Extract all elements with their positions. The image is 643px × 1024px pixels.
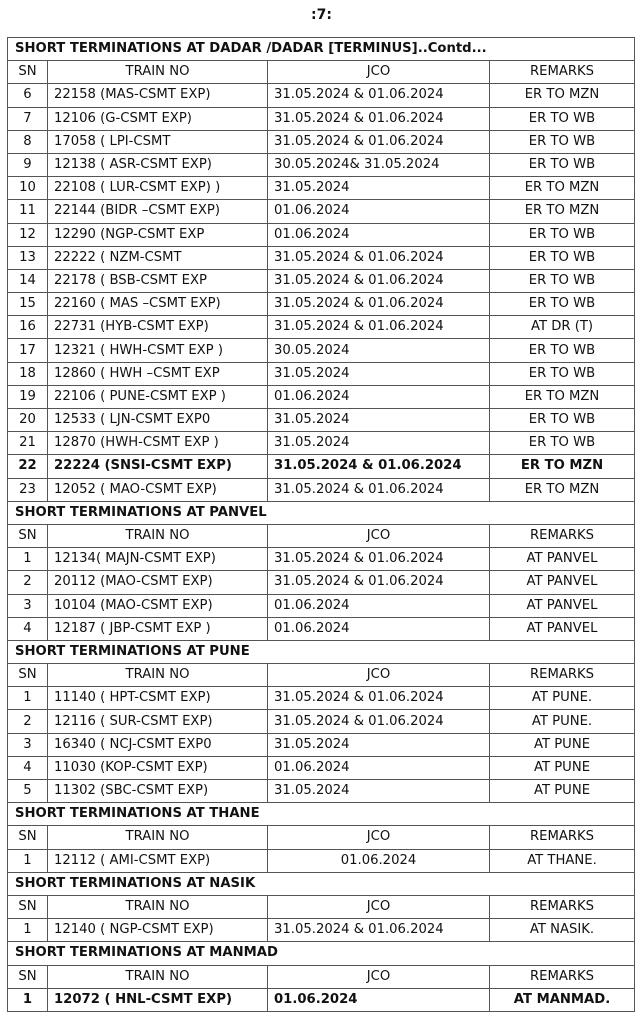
table-row xyxy=(8,316,635,339)
jco-cell: 31.05.2024 & 01.06.2024 xyxy=(268,919,490,942)
header-train-no: TRAIN NO xyxy=(48,664,268,687)
jco-cell: 31.05.2024 & 01.06.2024 xyxy=(268,107,490,130)
remarks-cell: AT PANVEL xyxy=(490,571,635,594)
header-jco: JCO xyxy=(268,965,490,988)
train-no-cell: 20112 (MAO-CSMT EXP) xyxy=(48,571,268,594)
section-title: SHORT TERMINATIONS AT PUNE xyxy=(8,640,635,663)
train-no-cell: 12052 ( MAO-CSMT EXP) xyxy=(48,478,268,501)
section-title-row xyxy=(8,942,635,965)
section-title-row xyxy=(8,501,635,524)
table-row xyxy=(8,153,635,176)
sn-cell: 7 xyxy=(8,107,48,130)
table-row xyxy=(8,687,635,710)
train-no-cell: 12138 ( ASR-CSMT EXP) xyxy=(48,153,268,176)
section-title-row xyxy=(8,38,635,61)
header-jco: JCO xyxy=(268,664,490,687)
table-row xyxy=(8,919,635,942)
table-row xyxy=(8,710,635,733)
column-header-row xyxy=(8,664,635,687)
remarks-cell: ER TO WB xyxy=(490,223,635,246)
table-row xyxy=(8,594,635,617)
train-no-cell: 22731 (HYB-CSMT EXP) xyxy=(48,316,268,339)
sn-cell: 4 xyxy=(8,617,48,640)
sn-cell: 5 xyxy=(8,780,48,803)
jco-cell: 31.05.2024 & 01.06.2024 xyxy=(268,478,490,501)
header-sn: SN xyxy=(8,965,48,988)
table-row xyxy=(8,548,635,571)
sn-cell: 2 xyxy=(8,571,48,594)
section-title: SHORT TERMINATIONS AT NASIK xyxy=(8,872,635,895)
train-no-cell: 12870 (HWH-CSMT EXP ) xyxy=(48,432,268,455)
remarks-cell: AT PANVEL xyxy=(490,548,635,571)
section-title: SHORT TERMINATIONS AT THANE xyxy=(8,803,635,826)
table-row xyxy=(8,733,635,756)
header-train-no: TRAIN NO xyxy=(48,965,268,988)
sn-cell: 8 xyxy=(8,130,48,153)
train-no-cell: 12134( MAJN-CSMT EXP) xyxy=(48,548,268,571)
table-row xyxy=(8,385,635,408)
table-row xyxy=(8,223,635,246)
header-sn: SN xyxy=(8,524,48,547)
table-row xyxy=(8,339,635,362)
train-no-cell: 12321 ( HWH-CSMT EXP ) xyxy=(48,339,268,362)
remarks-cell: AT PUNE xyxy=(490,780,635,803)
sn-cell: 9 xyxy=(8,153,48,176)
jco-cell: 31.05.2024 & 01.06.2024 xyxy=(268,455,490,478)
header-train-no: TRAIN NO xyxy=(48,826,268,849)
sn-cell: 1 xyxy=(8,548,48,571)
header-jco: JCO xyxy=(268,895,490,918)
header-remarks: REMARKS xyxy=(490,965,635,988)
train-no-cell: 11030 (KOP-CSMT EXP) xyxy=(48,756,268,779)
column-header-row xyxy=(8,826,635,849)
jco-cell: 31.05.2024 xyxy=(268,362,490,385)
remarks-cell: ER TO WB xyxy=(490,409,635,432)
train-no-cell: 12290 (NGP-CSMT EXP xyxy=(48,223,268,246)
train-no-cell: 16340 ( NCJ-CSMT EXP0 xyxy=(48,733,268,756)
train-no-cell: 11302 (SBC-CSMT EXP) xyxy=(48,780,268,803)
jco-cell: 31.05.2024 xyxy=(268,409,490,432)
remarks-cell: AT MANMAD. xyxy=(490,988,635,1011)
sn-cell: 20 xyxy=(8,409,48,432)
remarks-cell: ER TO WB xyxy=(490,362,635,385)
table-row xyxy=(8,177,635,200)
remarks-cell: AT NASIK. xyxy=(490,919,635,942)
jco-cell: 31.05.2024 & 01.06.2024 xyxy=(268,130,490,153)
jco-cell: 01.06.2024 xyxy=(268,223,490,246)
sn-cell: 6 xyxy=(8,84,48,107)
sn-cell: 1 xyxy=(8,687,48,710)
train-no-cell: 22158 (MAS-CSMT EXP) xyxy=(48,84,268,107)
section-title: SHORT TERMINATIONS AT DADAR /DADAR [TERMINUS]..Contd... xyxy=(8,38,635,61)
header-jco: JCO xyxy=(268,524,490,547)
jco-cell: 01.06.2024 xyxy=(268,594,490,617)
header-train-no: TRAIN NO xyxy=(48,524,268,547)
jco-cell: 01.06.2024 xyxy=(268,849,490,872)
train-no-cell: 12072 ( HNL-CSMT EXP) xyxy=(48,988,268,1011)
table-row xyxy=(8,432,635,455)
header-train-no: TRAIN NO xyxy=(48,895,268,918)
train-no-cell: 12106 (G-CSMT EXP) xyxy=(48,107,268,130)
train-no-cell: 22144 (BIDR –CSMT EXP) xyxy=(48,200,268,223)
remarks-cell: ER TO MZN xyxy=(490,478,635,501)
jco-cell: 31.05.2024 xyxy=(268,780,490,803)
sn-cell: 1 xyxy=(8,849,48,872)
jco-cell: 31.05.2024 xyxy=(268,733,490,756)
remarks-cell: AT PUNE. xyxy=(490,687,635,710)
remarks-cell: AT PANVEL xyxy=(490,617,635,640)
sn-cell: 13 xyxy=(8,246,48,269)
train-no-cell: 12533 ( LJN-CSMT EXP0 xyxy=(48,409,268,432)
table-row xyxy=(8,84,635,107)
table-row xyxy=(8,409,635,432)
header-remarks: REMARKS xyxy=(490,524,635,547)
sn-cell: 23 xyxy=(8,478,48,501)
header-remarks: REMARKS xyxy=(490,895,635,918)
remarks-cell: AT PANVEL xyxy=(490,594,635,617)
table-row xyxy=(8,617,635,640)
sn-cell: 21 xyxy=(8,432,48,455)
column-header-row xyxy=(8,61,635,84)
sn-cell: 3 xyxy=(8,733,48,756)
jco-cell: 31.05.2024 & 01.06.2024 xyxy=(268,548,490,571)
sn-cell: 11 xyxy=(8,200,48,223)
page-number: :7: xyxy=(311,7,332,23)
section-title-row xyxy=(8,872,635,895)
sn-cell: 16 xyxy=(8,316,48,339)
train-no-cell: 22106 ( PUNE-CSMT EXP ) xyxy=(48,385,268,408)
table-row xyxy=(8,130,635,153)
jco-cell: 31.05.2024 & 01.06.2024 xyxy=(268,316,490,339)
table-row xyxy=(8,269,635,292)
remarks-cell: ER TO WB xyxy=(490,246,635,269)
remarks-cell: AT DR (T) xyxy=(490,316,635,339)
table-row xyxy=(8,200,635,223)
table-row xyxy=(8,293,635,316)
train-no-cell: 22224 (SNSI-CSMT EXP) xyxy=(48,455,268,478)
header-sn: SN xyxy=(8,664,48,687)
sn-cell: 19 xyxy=(8,385,48,408)
sn-cell: 10 xyxy=(8,177,48,200)
table-row xyxy=(8,478,635,501)
sn-cell: 1 xyxy=(8,919,48,942)
jco-cell: 01.06.2024 xyxy=(268,756,490,779)
jco-cell: 01.06.2024 xyxy=(268,385,490,408)
train-no-cell: 22178 ( BSB-CSMT EXP xyxy=(48,269,268,292)
short-terminations-table xyxy=(7,37,635,1012)
table-row xyxy=(8,849,635,872)
remarks-cell: ER TO WB xyxy=(490,153,635,176)
jco-cell: 31.05.2024 & 01.06.2024 xyxy=(268,571,490,594)
header-remarks: REMARKS xyxy=(490,664,635,687)
header-sn: SN xyxy=(8,895,48,918)
sn-cell: 1 xyxy=(8,988,48,1011)
jco-cell: 30.05.2024 xyxy=(268,339,490,362)
section-title-row xyxy=(8,640,635,663)
jco-cell: 31.05.2024 & 01.06.2024 xyxy=(268,269,490,292)
header-jco: JCO xyxy=(268,826,490,849)
sn-cell: 14 xyxy=(8,269,48,292)
sn-cell: 18 xyxy=(8,362,48,385)
remarks-cell: ER TO WB xyxy=(490,339,635,362)
sn-cell: 12 xyxy=(8,223,48,246)
section-title-row xyxy=(8,803,635,826)
train-no-cell: 12860 ( HWH –CSMT EXP xyxy=(48,362,268,385)
train-no-cell: 11140 ( HPT-CSMT EXP) xyxy=(48,687,268,710)
sn-cell: 4 xyxy=(8,756,48,779)
sn-cell: 22 xyxy=(8,455,48,478)
header-train-no: TRAIN NO xyxy=(48,61,268,84)
jco-cell: 31.05.2024 & 01.06.2024 xyxy=(268,687,490,710)
train-no-cell: 12112 ( AMI-CSMT EXP) xyxy=(48,849,268,872)
sn-cell: 15 xyxy=(8,293,48,316)
header-remarks: REMARKS xyxy=(490,61,635,84)
train-no-cell: 22222 ( NZM-CSMT xyxy=(48,246,268,269)
column-header-row xyxy=(8,965,635,988)
remarks-cell: AT PUNE xyxy=(490,733,635,756)
remarks-cell: AT PUNE. xyxy=(490,710,635,733)
jco-cell: 01.06.2024 xyxy=(268,617,490,640)
train-no-cell: 17058 ( LPI-CSMT xyxy=(48,130,268,153)
header-remarks: REMARKS xyxy=(490,826,635,849)
jco-cell: 31.05.2024 & 01.06.2024 xyxy=(268,84,490,107)
header-jco: JCO xyxy=(268,61,490,84)
jco-cell: 01.06.2024 xyxy=(268,200,490,223)
train-no-cell: 12187 ( JBP-CSMT EXP ) xyxy=(48,617,268,640)
remarks-cell: ER TO MZN xyxy=(490,200,635,223)
remarks-cell: AT THANE. xyxy=(490,849,635,872)
remarks-cell: ER TO WB xyxy=(490,293,635,316)
jco-cell: 31.05.2024 & 01.06.2024 xyxy=(268,246,490,269)
train-no-cell: 22108 ( LUR-CSMT EXP) ) xyxy=(48,177,268,200)
table-row xyxy=(8,107,635,130)
train-no-cell: 12116 ( SUR-CSMT EXP) xyxy=(48,710,268,733)
table-row xyxy=(8,571,635,594)
column-header-row xyxy=(8,895,635,918)
remarks-cell: ER TO WB xyxy=(490,432,635,455)
remarks-cell: ER TO MZN xyxy=(490,385,635,408)
table-row xyxy=(8,780,635,803)
remarks-cell: ER TO MZN xyxy=(490,177,635,200)
train-no-cell: 12140 ( NGP-CSMT EXP) xyxy=(48,919,268,942)
header-sn: SN xyxy=(8,826,48,849)
table-row xyxy=(8,756,635,779)
sn-cell: 2 xyxy=(8,710,48,733)
jco-cell: 31.05.2024 xyxy=(268,177,490,200)
jco-cell: 31.05.2024 & 01.06.2024 xyxy=(268,293,490,316)
table-row xyxy=(8,246,635,269)
table-row xyxy=(8,988,635,1011)
train-no-cell: 22160 ( MAS –CSMT EXP) xyxy=(48,293,268,316)
column-header-row xyxy=(8,524,635,547)
jco-cell: 31.05.2024 xyxy=(268,432,490,455)
jco-cell: 30.05.2024& 31.05.2024 xyxy=(268,153,490,176)
section-title: SHORT TERMINATIONS AT MANMAD xyxy=(8,942,635,965)
header-sn: SN xyxy=(8,61,48,84)
sn-cell: 17 xyxy=(8,339,48,362)
remarks-cell: AT PUNE xyxy=(490,756,635,779)
sn-cell: 3 xyxy=(8,594,48,617)
jco-cell: 01.06.2024 xyxy=(268,988,490,1011)
train-no-cell: 10104 (MAO-CSMT EXP) xyxy=(48,594,268,617)
remarks-cell: ER TO WB xyxy=(490,130,635,153)
remarks-cell: ER TO WB xyxy=(490,107,635,130)
table-row xyxy=(8,455,635,478)
remarks-cell: ER TO WB xyxy=(490,269,635,292)
section-title: SHORT TERMINATIONS AT PANVEL xyxy=(8,501,635,524)
jco-cell: 31.05.2024 & 01.06.2024 xyxy=(268,710,490,733)
table-row xyxy=(8,362,635,385)
remarks-cell: ER TO MZN xyxy=(490,455,635,478)
remarks-cell: ER TO MZN xyxy=(490,84,635,107)
